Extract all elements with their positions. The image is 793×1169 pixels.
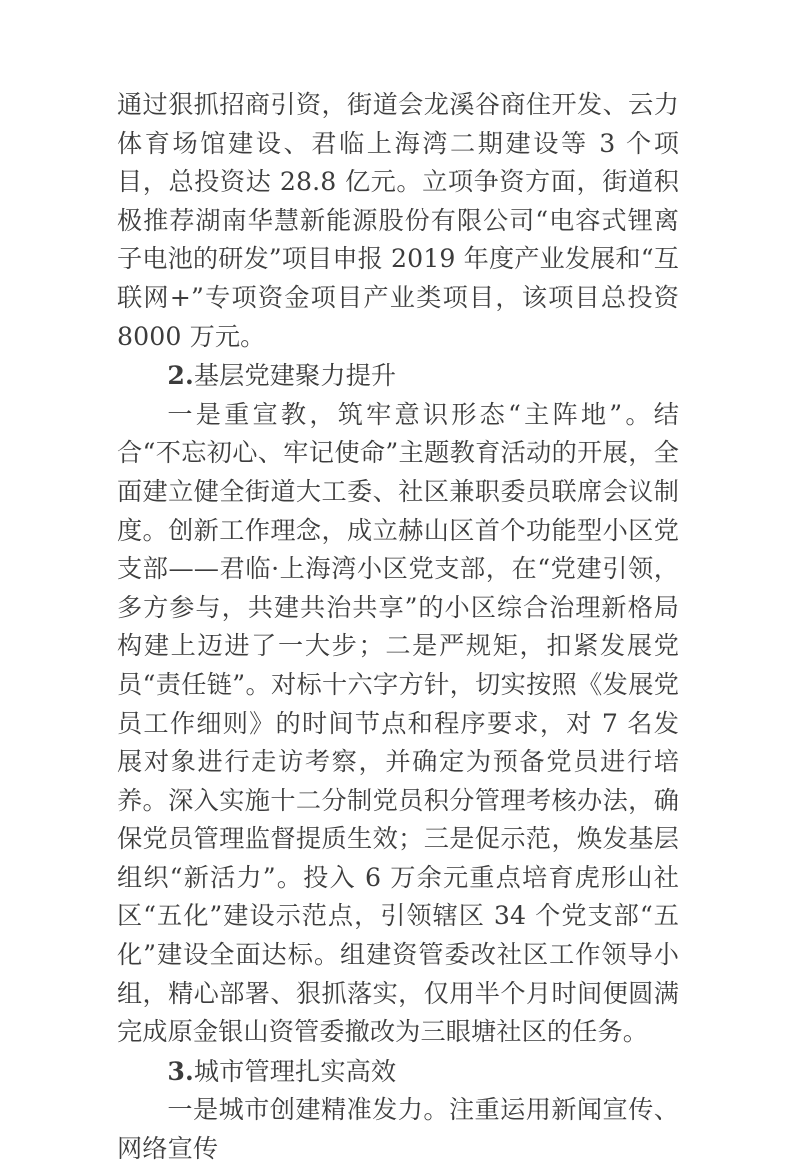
document-text-body (117, 86, 679, 1169)
heading-urban-management (117, 1052, 679, 1092)
heading-number-3: 3. (167, 1055, 194, 1086)
heading-number-2: 2. (167, 360, 194, 391)
paragraph-urban-creation-detail: 一是城市创建精准发力。注重运用新闻宣传、网络宣传 (117, 1095, 679, 1164)
paragraph-party-building-detail: 一是重宣教，筑牢意识形态“主阵地”。结合“不忘初心、牢记使命”主题教育活动的开展，全面建立健全街道大工委、社区兼职委员联席会议制度。创新工作理念，成立赫山区首个功能型小区党支部——君临·上海湾小区党支部，在“党建引领，多方参与，共建共治共享”的小区综合治理新格局构建上迈进了一大步；二是严规矩，扣紧发展党员“责任链”。对标十六字方针，切实按照《发展党员工作细则》的时间节点和程序要求，对 7 名发展对象进行走访考察，并确定为预备党员进行培养。深入实施十二分制党员积分管理考核办法，确保党员管理监督提质生效；三是促示范，焕发基层组织“新活力”。投入 6 万余元重点培育虎形山社区“五化”建设示范点，引领辖区 34 个党支部“五化”建设全面达标。组建资管委改社区工作领导小组，精心部署、狠抓落实，仅用半个月时间便圆满完成原金银山资管委撤改为三眼塘社区的任务。 (117, 399, 679, 1047)
heading-title-3: 城市管理扎实高效 (193, 1056, 397, 1086)
heading-title-2: 基层党建聚力提升 (193, 361, 397, 391)
paragraph-investment-attraction: 通过狠抓招商引资，街道会龙溪谷商住开发、云力体育场馆建设、君临上海湾二期建设等 3 个项目，总投资达 28.8 亿元。立项争资方面，街道积极推荐湖南华慧新能源股份有限公司“电容式锂离子电池的研发”项目申报 2019 年度产业发展和“互联网+”专项资金项目产业类项目，该项目总投资 8000 万元。 (117, 90, 679, 351)
heading-grassroots-party-building (117, 356, 679, 396)
